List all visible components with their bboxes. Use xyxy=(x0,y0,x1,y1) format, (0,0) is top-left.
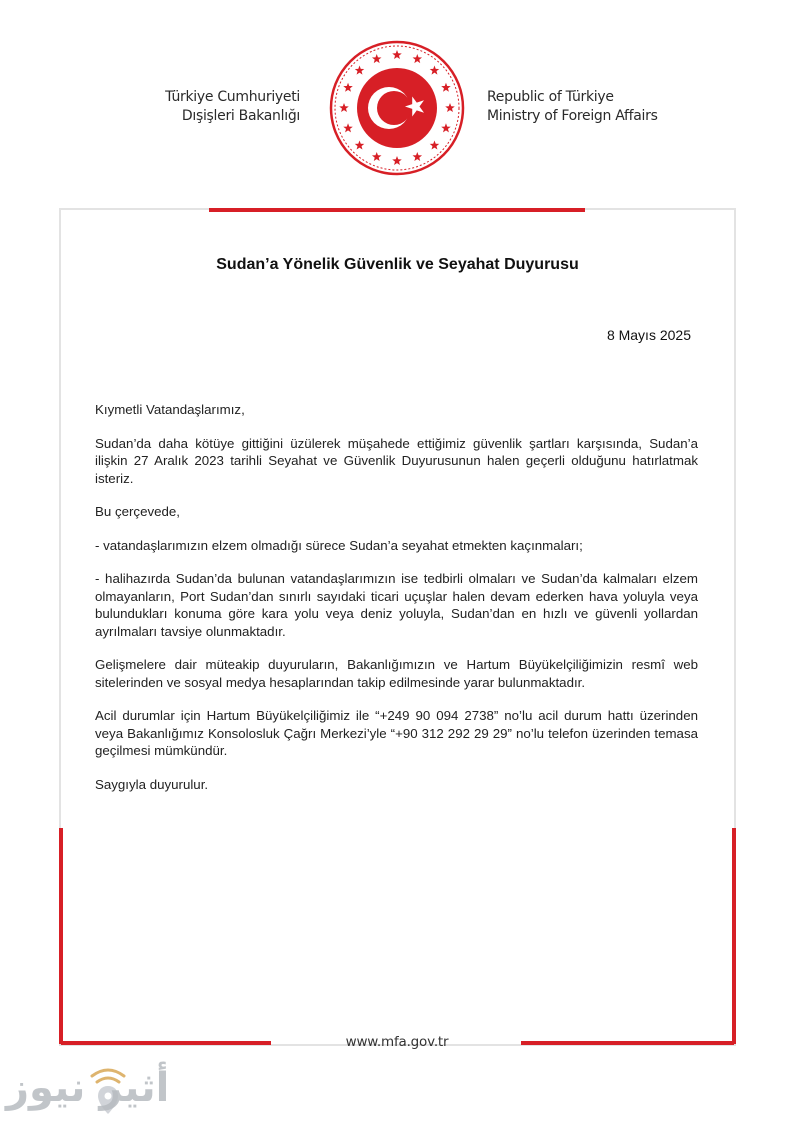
paragraph: - halihazırda Sudan’da bulunan vatandaşlarımızın ise tedbirli olmaları ve Sudan’da kalmaları elzem olmayanların, Port Sudan’dan sınırlı sayıdaki ticari uçuşlar halen devam ederken hava yoluyla veya bulundukları konuma göre kara yolu veya deniz yoluyla, Sudan’dan en hızlı ve güvenli yollardan ayrılmaları tavsiye olunmaktadır. xyxy=(95,571,698,639)
salutation: Kıymetli Vatandaşlarımız, xyxy=(95,402,245,417)
seal-star-icon xyxy=(445,103,455,112)
document-title: Sudan’a Yönelik Güvenlik ve Seyahat Duyurusu xyxy=(216,256,579,273)
seal-star-icon xyxy=(413,152,423,161)
ministry-name-turkish xyxy=(150,88,300,126)
ministry-name-english-line1: Republic of Türkiye xyxy=(487,89,614,105)
seal-star-icon xyxy=(339,103,349,112)
paragraph: Sudan’da daha kötüye gittiğini üzülerek müşahede ettiğimiz güvenlik şartları karşısında, Sudan’a ilişkin 27 Aralık 2023 tarihli Seyahat ve Güvenlik Duyurusunun halen geçerli olduğunu hatırlatmak isteriz. xyxy=(95,435,698,486)
seal-star-icon xyxy=(441,83,451,92)
document-body xyxy=(95,401,698,809)
ministry-name-english xyxy=(487,88,687,126)
seal-star-icon xyxy=(392,50,402,59)
ministry-name-turkish-line1: Türkiye Cumhuriyeti xyxy=(165,89,300,105)
seal-star-icon xyxy=(430,140,440,149)
ministry-name-turkish-line2: Dışişleri Bakanlığı xyxy=(181,108,300,124)
paragraph: Acil durumlar için Hartum Büyükelçiliğimiz ile “+249 90 094 2738” no’lu acil durum hattı üzerinden veya Bakanlığımız Konsolosluk Çağrı Merkezi’yle “+90 312 292 29 29” no’lu telefon üzerinden temasa geçilmesi mümkündür. xyxy=(95,708,698,758)
paragraph: Bu çerçevede, xyxy=(95,504,181,519)
footer-website: www.mfa.gov.tr xyxy=(345,1034,449,1050)
seal-star-icon xyxy=(355,66,365,75)
ministry-seal-icon xyxy=(327,38,467,178)
document-date: 8 Mayıs 2025 xyxy=(606,327,691,343)
seal-star-icon xyxy=(430,66,440,75)
seal-star-icon xyxy=(355,140,365,149)
watermark-logo-text: أثير نيوز xyxy=(6,1065,170,1111)
seal-star-icon xyxy=(343,83,353,92)
seal-star-icon xyxy=(343,123,353,132)
seal-star-icon xyxy=(441,123,451,132)
seal-star-icon xyxy=(392,156,402,165)
ministry-name-english-line2: Ministry of Foreign Affairs xyxy=(487,108,658,124)
seal-star-icon xyxy=(372,54,382,63)
paragraph: - vatandaşlarımızın elzem olmadığı sürece Sudan’a seyahat etmekten kaçınmaları; xyxy=(95,537,583,553)
seal-star-icon xyxy=(372,152,382,161)
closing: Saygıyla duyurulur. xyxy=(95,776,209,792)
paragraph: Gelişmelere dair müteakip duyuruların, Bakanlığımızın ve Hartum Büyükelçiliğimizin resmî web sitelerinden ve sosyal medya hesaplarından takip edilmesinde yarar bulunmaktadır. xyxy=(95,657,698,690)
seal-star-icon xyxy=(413,54,423,63)
